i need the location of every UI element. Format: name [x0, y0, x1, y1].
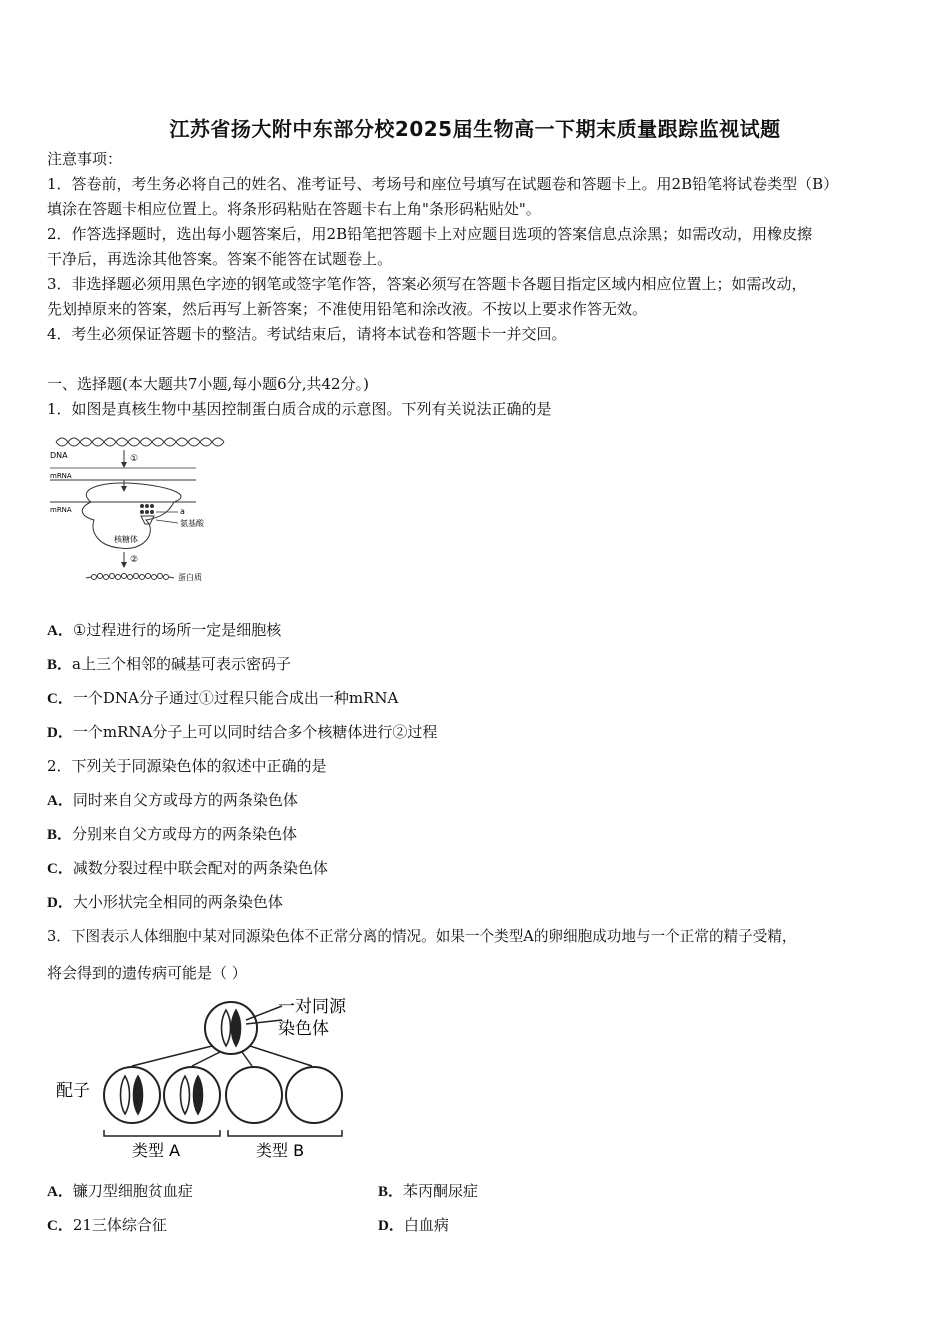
- division-arrows: [132, 1046, 312, 1066]
- q3-option-b[interactable]: [378, 1180, 478, 1201]
- option-label: A．: [47, 793, 73, 809]
- ribosome-label: 核糖体: [114, 535, 138, 544]
- nondisjunction-diagram: [52, 990, 362, 1165]
- protein-chain: [86, 574, 174, 580]
- option-text: 苯丙酮尿症: [403, 1182, 479, 1200]
- type-a-bracket: [104, 1130, 220, 1136]
- option-label: C．: [47, 1218, 73, 1234]
- q1-option-c[interactable]: [47, 687, 398, 708]
- notice-line: 3．非选择题必须用黑色字迹的钢笔或签字笔作答，答案必须写在答题卡各题目指定区域内相应位置上；如需改动，: [47, 275, 807, 293]
- parent-chromosomes: [222, 1010, 241, 1046]
- protein-label: 蛋白质: [178, 573, 202, 582]
- notice-line: 干净后，再选涂其他答案。答案不能答在试题卷上。: [47, 250, 393, 268]
- notice-line: 填涂在答题卡相应位置上。将条形码粘贴在答题卡右上角"条形码粘贴处"。: [47, 200, 541, 218]
- option-text: 同时来自父方或母方的两条染色体: [72, 791, 298, 809]
- type-a-label: 类型 A: [132, 1141, 181, 1160]
- q1-option-d[interactable]: [47, 721, 437, 742]
- type-b-bracket: [228, 1130, 342, 1136]
- notice-line: 2．作答选择题时，选出每小题答案后，用2B铅笔把答题卡上对应题目选项的答案信息点涂黑；如需改动，用橡皮擦: [47, 225, 813, 243]
- gene-expression-diagram: [46, 428, 246, 590]
- option-label: C．: [47, 691, 73, 707]
- page-title: 江苏省扬大附中东部分校2025届生物高一下期末质量跟踪监视试题: [169, 117, 781, 141]
- option-text: a上三个相邻的碱基可表示密码子: [72, 655, 291, 673]
- q3-stem-line2: 将会得到的遗传病可能是（ ）: [47, 964, 247, 982]
- pair-label-1: 一对同源: [278, 997, 346, 1017]
- q3-stem-line1: 3．下图表示人体细胞中某对同源染色体不正常分离的情况。如果一个类型A的卵细胞成功地与一个正常的精子受精，: [47, 928, 797, 945]
- option-label: B．: [378, 1184, 404, 1200]
- step-2-label: ②: [130, 555, 139, 565]
- option-label: D．: [47, 725, 73, 741]
- amino-acid-label: 氨基酸: [180, 519, 204, 528]
- q2-option-c[interactable]: [47, 857, 328, 878]
- option-label: B．: [47, 657, 73, 673]
- section-heading: 一、选择题(本大题共7小题,每小题6分,共42分。): [47, 375, 369, 393]
- option-label: D．: [378, 1218, 404, 1234]
- q1-stem: 1．如图是真核生物中基因控制蛋白质合成的示意图。下列有关说法正确的是: [47, 400, 552, 418]
- dna-label: DNA: [50, 451, 68, 460]
- q3-option-c[interactable]: [47, 1214, 167, 1235]
- mrna-top-label: mRNA: [50, 472, 72, 480]
- q2-stem: 2．下列关于同源染色体的叙述中正确的是: [47, 757, 327, 775]
- notice-line: 1．答卷前，考生务必将自己的姓名、准考证号、考场号和座位号填写在试题卷和答题卡上。用2B铅笔将试卷类型（B）: [47, 175, 839, 193]
- q1-option-b[interactable]: [47, 653, 291, 674]
- option-text: ①过程进行的场所一定是细胞核: [72, 621, 282, 639]
- gamete-chromosomes: [121, 1076, 203, 1114]
- option-label: A．: [47, 1184, 73, 1200]
- option-label: D．: [47, 895, 73, 911]
- type-b-label: 类型 B: [256, 1141, 305, 1160]
- q2-option-d[interactable]: [47, 891, 283, 912]
- option-text: 分别来自父方或母方的两条染色体: [72, 825, 298, 843]
- dna-double-helix: [56, 438, 224, 446]
- option-text: 一个mRNA分子上可以同时结合多个核糖体进行②过程: [72, 723, 438, 741]
- option-text: 镰刀型细胞贫血症: [72, 1182, 193, 1200]
- notice-heading: 注意事项：: [47, 150, 123, 168]
- notice-line: 4．考生必须保证答题卡的整洁。考试结束后，请将本试卷和答题卡一并交回。: [47, 325, 567, 343]
- gamete-label: 配子: [56, 1081, 90, 1101]
- q3-option-d[interactable]: [378, 1214, 449, 1235]
- option-label: B．: [47, 827, 73, 843]
- a-label: a: [180, 507, 185, 516]
- q2-option-b[interactable]: [47, 823, 297, 844]
- q2-option-a[interactable]: [47, 789, 298, 810]
- option-label: C．: [47, 861, 73, 877]
- option-text: 一个DNA分子通过①过程只能合成出一种mRNA: [72, 689, 399, 707]
- option-text: 白血病: [403, 1216, 449, 1234]
- q3-option-a[interactable]: [47, 1180, 193, 1201]
- option-text: 减数分裂过程中联会配对的两条染色体: [72, 859, 328, 877]
- step-1-label: ①: [130, 454, 139, 464]
- option-label: A．: [47, 623, 73, 639]
- option-text: 21三体综合征: [72, 1216, 167, 1234]
- option-text: 大小形状完全相同的两条染色体: [72, 893, 283, 911]
- pair-label-2: 染色体: [278, 1019, 329, 1039]
- q1-option-a[interactable]: [47, 619, 281, 640]
- mrna-left-label: mRNA: [50, 506, 72, 514]
- notice-line: 先划掉原来的答案，然后再写上新答案；不准使用铅笔和涂改液。不按以上要求作答无效。: [47, 300, 648, 318]
